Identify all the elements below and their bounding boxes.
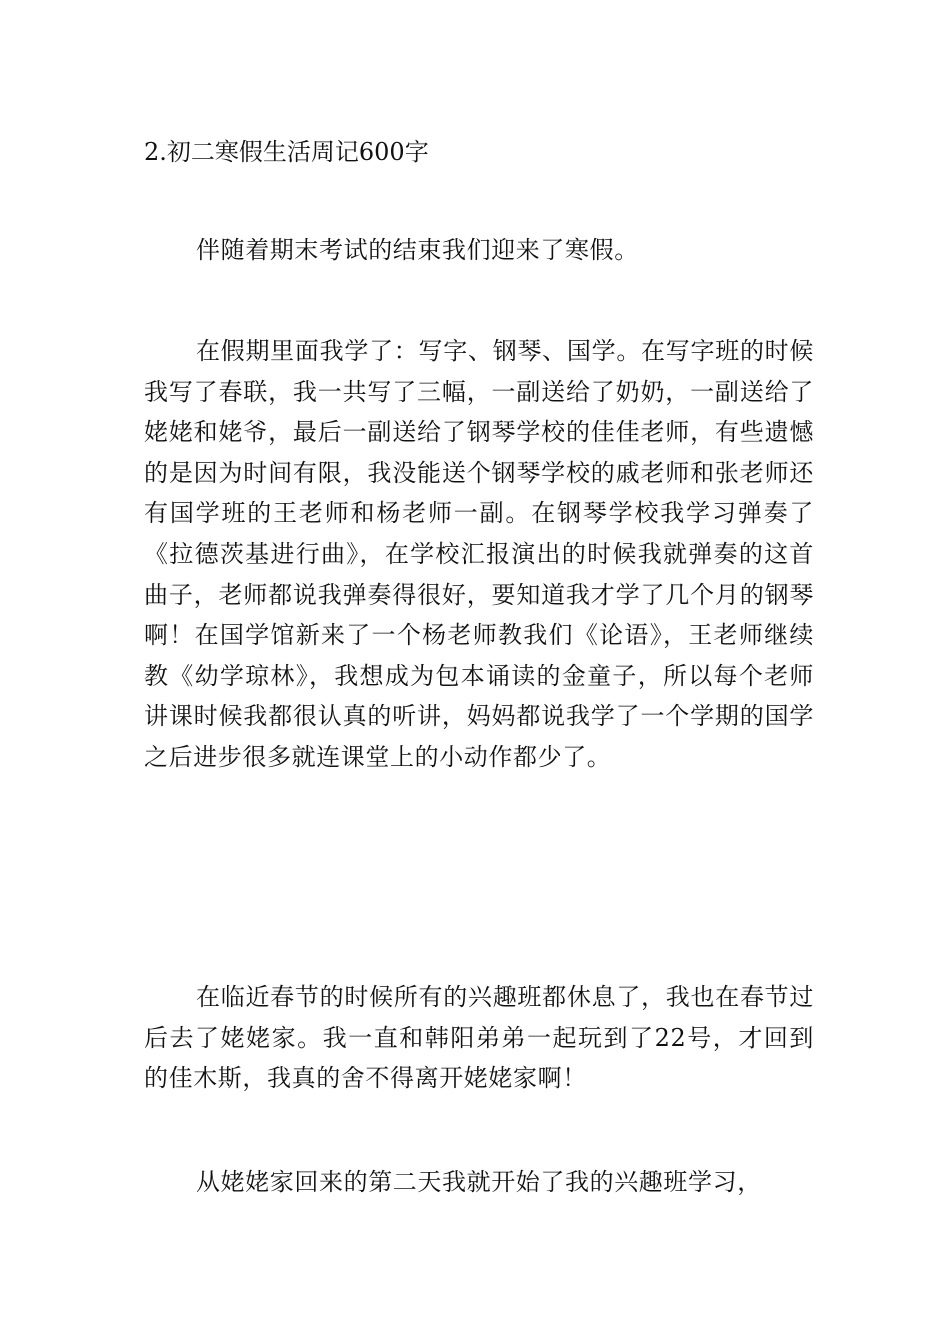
paragraph-holiday-studies: 在假期里面我学了：写字、钢琴、国学。在写字班的时候我写了春联，我一共写了三幅，一副送给了奶奶，一副送给了姥姥和姥爷，最后一副送给了钢琴学校的佳佳老师，有些遗憾的是因为时间有限，我没能送个钢琴学校的戚老师和张老师还有国学班的王老师和杨老师一副。在钢琴学校我学习弹奏了《拉德茨基进行曲》，在学校汇报演出的时候我就弹奏的这首曲子，老师都说我弹奏得很好，要知道我才学了几个月的钢琴啊！在国学馆新来了一个杨老师教我们《论语》，王老师继续教《幼学琼林》，我想成为包本诵读的金童子，所以每个老师讲课时候我都很认真的听讲，妈妈都说我学了一个学期的国学之后进步很多就连课堂上的小动作都少了。 bbox=[144, 337, 814, 771]
document-heading: 2.初二寒假生活周记600字 bbox=[144, 138, 429, 166]
paragraph-spring-festival: 在临近春节的时候所有的兴趣班都休息了，我也在春节过后去了姥姥家。我一直和韩阳弟弟一起玩到了22号，才回到的佳木斯，我真的舍不得离开姥姥家啊！ bbox=[144, 983, 814, 1093]
paragraph-exam-end: 伴随着期末考试的结束我们迎来了寒假。 bbox=[196, 236, 639, 264]
paragraph-return-classes: 从姥姥家回来的第二天我就开始了我的兴趣班学习， bbox=[196, 1168, 762, 1196]
